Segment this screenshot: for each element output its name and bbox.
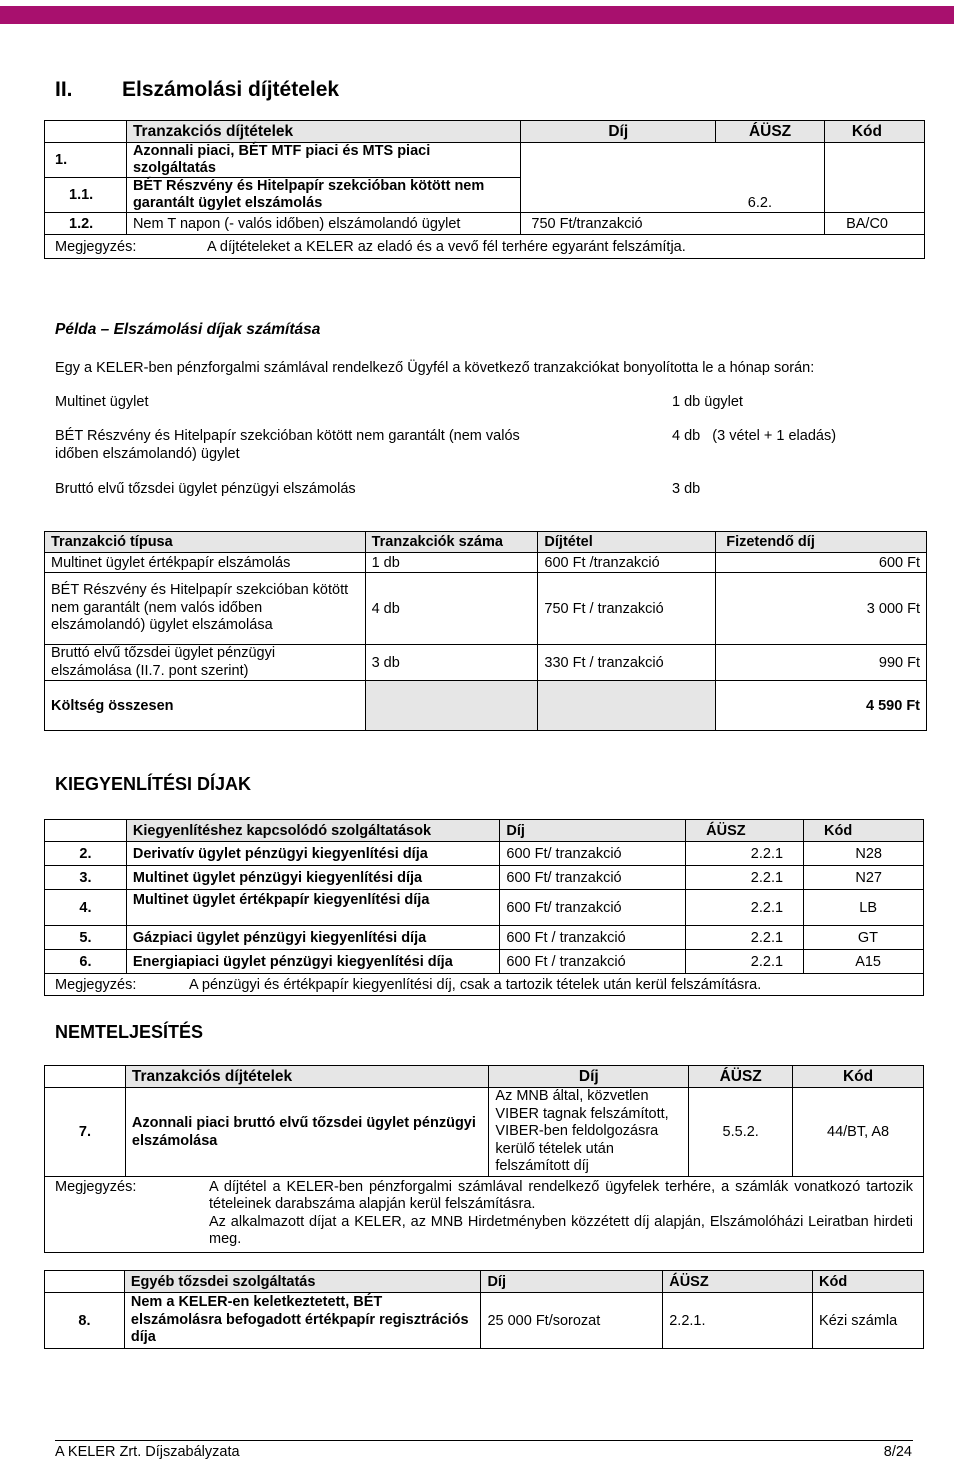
table-row: 6. Energiapiaci ügylet pénzügyi kiegyenlítési díja 600 Ft / tranzakció 2.2.1 A15 (45, 950, 924, 974)
footer-divider (55, 1440, 913, 1441)
table-header: Kiegyenlítéshez kapcsolódó szolgáltatások Díj ÁÜSZ Kód (45, 820, 924, 842)
table-row: 2. Derivatív ügylet pénzügyi kiegyenlítési díja 600 Ft/ tranzakció 2.2.1 N28 (45, 842, 924, 866)
table-row: Multinet ügylet értékpapír elszámolás 1 db 600 Ft /tranzakció 600 Ft (45, 553, 927, 573)
table-row: BÉT Részvény és Hitelpapír szekcióban kötött nem garantált (nem valós időben elszámolandó) ügylet elszámolása 4 db 750 Ft / tranzakció 3 000 Ft (45, 573, 927, 645)
example-item-label: Multinet ügylet (55, 394, 149, 410)
example-title: Példa – Elszámolási díjak számítása (55, 321, 321, 338)
table-row: 7. Azonnali piaci bruttó elvű tőzsdei ügylet pénzügyi elszámolása Az MNB által, közvetlen VIBER tagnak felszámított, VIBER-ben feldolgozásra kerülő tételek után felszámított díj 5.5.2. 44/BT, A8 (45, 1088, 924, 1177)
table-row: 1. Azonnali piaci, BÉT MTF piaci és MTS piaci szolgáltatás 6.2. (45, 143, 925, 178)
example-item-qty: 3 db (672, 481, 701, 497)
table-header: Tranzakciós díjtételek Díj ÁÜSZ Kód (45, 1066, 924, 1088)
table-row: 1.2. Nem T napon (- valós időben) elszámolandó ügylet 750 Ft/tranzakció BA/C0 (45, 213, 925, 235)
example-calculation-table (44, 531, 927, 731)
section-heading: KIEGYENLÍTÉSI DÍJAK (55, 774, 252, 794)
settlement-fees-table (44, 819, 924, 996)
example-intro: Egy a KELER-ben pénzforgalmi számlával rendelkező Ügyfél a következő tranzakciókat bonyolította le a hónap során: (55, 360, 815, 376)
non-performance-table (44, 1065, 924, 1253)
section-heading: NEMTELJESÍTÉS (55, 1022, 204, 1042)
example-item-qty: 4 db (3 vétel + 1 eladás) (672, 428, 837, 444)
page-title: II. Elszámolási díjtételek (55, 78, 340, 101)
table-row: 3. Multinet ügylet pénzügyi kiegyenlítési díja 600 Ft/ tranzakció 2.2.1 N27 (45, 866, 924, 890)
table-row: 4. Multinet ügylet értékpapír kiegyenlítési díja 600 Ft/ tranzakció 2.2.1 LB (45, 890, 924, 926)
transaction-fees-table (44, 120, 925, 259)
table-header: Egyéb tőzsdei szolgáltatás Díj ÁÜSZ Kód (45, 1271, 924, 1293)
table-row: Bruttó elvű tőzsdei ügylet pénzügyi elszámolása (II.7. pont szerint) 3 db 330 Ft / tranzakció 990 Ft (45, 645, 927, 681)
footer-title: A KELER Zrt. Díjszabályzata (55, 1444, 240, 1460)
table-header: Tranzakciós díjtételek Díj ÁÜSZ Kód (45, 121, 925, 143)
note-row: Megjegyzés: A díjtételeket a KELER az eladó és a vevő fél terhére egyaránt felszámítja. (45, 235, 925, 259)
total-row: Költség összesen 4 590 Ft (45, 681, 927, 731)
table-row: 1.1. BÉT Részvény és Hitelpapír szekcióban kötött nem garantált ügylet elszámolás (45, 178, 925, 213)
example-item-label: BÉT Részvény és Hitelpapír szekcióban kötött nem garantált (nem valós időben elszámolandó) ügylet (55, 428, 520, 462)
top-color-bar (0, 6, 954, 24)
example-item-qty: 1 db ügylet (672, 394, 743, 410)
table-header: Tranzakció típusa Tranzakciók száma Díjtétel Fizetendő díj (45, 532, 927, 553)
table-row: 8. Nem a KELER-en keletkeztetett, BÉT elszámolásra befogadott értékpapír regisztrációs díja 25 000 Ft/sorozat 2.2.1. Kézi számla (45, 1293, 924, 1349)
table-row: 5. Gázpiaci ügylet pénzügyi kiegyenlítési díja 600 Ft / tranzakció 2.2.1 GT (45, 926, 924, 950)
page-number: 8/24 (883, 1444, 912, 1460)
example-item-label: Bruttó elvű tőzsdei ügylet pénzügyi elszámolás (55, 481, 356, 497)
other-services-table (44, 1270, 924, 1349)
note-row: Megjegyzés: A pénzügyi és értékpapír kiegyenlítési díj, csak a tartozik tételek után kerül felszámításra. (45, 974, 924, 996)
note-row: Megjegyzés: A díjtétel a KELER-ben pénzforgalmi számlával rendelkező ügyfelek terhére, a számlák vonatkozó tartozik tételeinek darabszáma alapján kerül felszámításra. Az alkalmazott díjat a KELER, az MNB Hirdetményben közzétett díj alapján, Elszámolóházi Leiratban hirdeti meg. (45, 1176, 924, 1252)
